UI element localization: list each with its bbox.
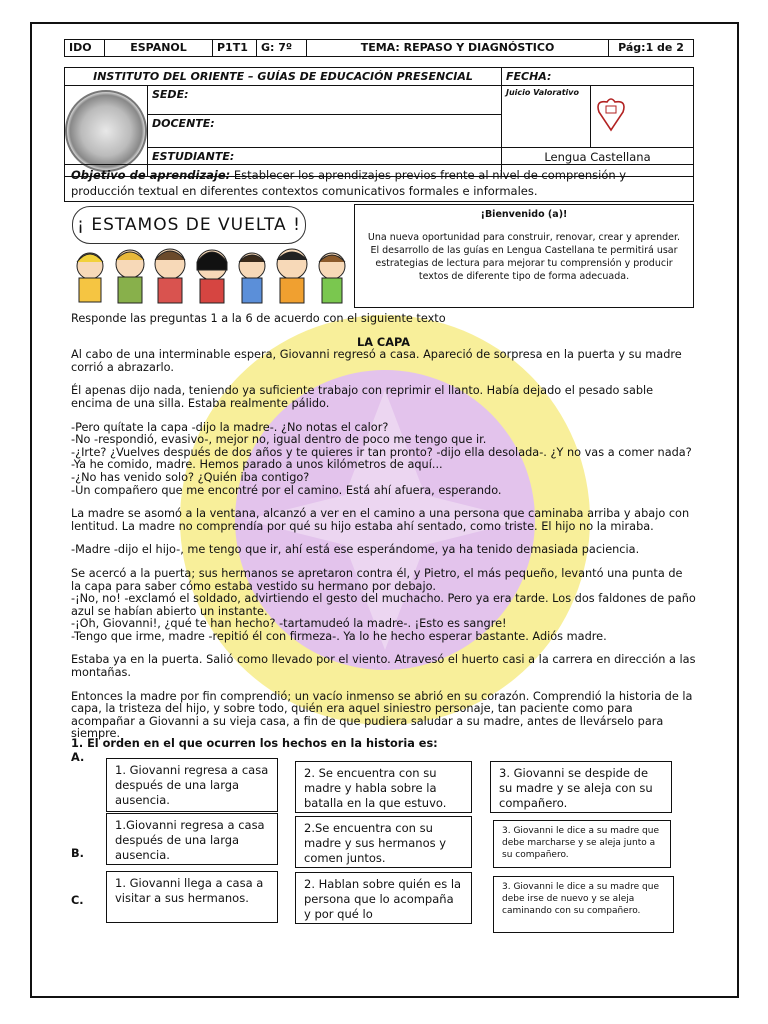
learning-objective	[64, 164, 694, 202]
judgment-label: Juicio Valorativo	[502, 86, 591, 148]
code-cell: IDO	[65, 40, 105, 56]
institute-logo-icon	[591, 94, 631, 134]
logo-cell	[591, 86, 694, 148]
story-title: LA CAPA	[357, 335, 410, 349]
top-info-bar	[64, 39, 694, 57]
option-c-label[interactable]: C.	[71, 894, 84, 907]
objective-text: Establecer los aprendizajes previos frente al nivel de comprensión y producción textual en diferentes contextos comunicativos formales e informales.	[71, 168, 627, 198]
option-b-step-2: 2.Se encuentra con su madre y sus hermanos y comen juntos.	[295, 816, 472, 868]
sede-label: SEDE:	[148, 86, 502, 115]
story-paragraph: Él apenas dijo nada, teniendo ya suficiente trabajo con reprimir el llanto. Había dejado el pesado sable encima de una silla. Estaba realmente pálido.	[71, 384, 654, 410]
reading-section	[71, 313, 696, 741]
area-name: Lengua Castellana	[502, 148, 694, 177]
question-1-prompt: 1. El orden en el que ocurren los hechos en la historia es:	[71, 737, 438, 750]
school-seal-icon	[65, 90, 147, 172]
welcome-text: Una nueva oportunidad para construir, renovar, crear y aprender. El desarrollo de las guías en Lengua Castellana te permitirá usar estrategias de lectura para mejorar tu comprensión y producir textos de diferente tipo de forma adecuada.	[367, 232, 681, 282]
reading-instruction: Responde las preguntas 1 a la 6 de acuerdo con el siguiente texto	[71, 312, 446, 325]
option-b-step-1: 1.Giovanni regresa a casa después de una larga ausencia.	[106, 813, 278, 865]
dialogue-line: -Un compañero que me encontré por el camino. Está ahí afuera, esperando.	[71, 483, 502, 497]
period-cell: P1T1	[213, 40, 257, 56]
story-paragraph: Se acercó a la puerta; sus hermanos se apretaron contra él, y Pietro, el más pequeño, levantó una punta de la capa para saber cómo estaba vestido su hermano por debajo.	[71, 566, 683, 593]
story-paragraph: Entonces la madre por fin comprendió; un vacío inmenso se abrió en su corazón. Comprendió la historia de la capa, la tristeza del hijo, y sobre todo, quién era aquel siniestro personaje, tan paciente como para acompañar a Giovanni a su vieja casa, a fin de que pudiera saludar a su madre, antes de llevárselo para siempre.	[71, 689, 693, 741]
option-c-step-2: 2. Hablan sobre quién es la persona que lo acompaña y por qué lo	[295, 872, 472, 924]
dialogue-line: -¡No, no! -exclamó el soldado, advirtiendo el gesto del muchacho. Pero ya era tarde. Los dos faldones de paño azul se habían abierto un instante.	[71, 592, 696, 618]
dialogue-line: -¿Irte? ¿Vuelves después de dos años y te quieres ir tan pronto? -dijo ella desolada-. ¿Y no vas a comer nada?	[71, 445, 692, 459]
dialogue-line: -Pero quítate la capa -dijo la madre-. ¿No notas el calor?	[71, 420, 389, 434]
dialogue-line: -No -respondió, evasivo-, mejor no, igual dentro de poco me tengo que ir.	[71, 433, 487, 447]
story-paragraph: Al cabo de una interminable espera, Giovanni regresó a casa. Apareció de sorpresa en la puerta y su madre corrió a abrazarlo.	[71, 348, 682, 374]
objective-label: Objetivo de aprendizaje:	[71, 168, 231, 182]
grade-cell: G: 7º	[257, 40, 307, 56]
welcome-box	[354, 204, 694, 308]
dialogue-line: -Tengo que irme, madre -repitió él con firmeza-. Ya lo he hecho esperar bastante. Adiós madre.	[71, 629, 607, 643]
dialogue-line: -¡Oh, Giovanni!, ¿qué te han hecho? -tartamudeó la madre-. ¡Esto es sangre!	[71, 617, 507, 631]
subject-cell: ESPANOL	[105, 40, 213, 56]
header-table	[64, 67, 694, 177]
option-c-step-3: 3. Giovanni le dice a su madre que debe irse de nuevo y se aleja caminando con su compañero.	[493, 876, 674, 933]
welcome-banner	[70, 204, 350, 304]
story-paragraph: La madre se asomó a la ventana, alcanzó a ver en el camino a una persona que caminaba arriba y abajo con lentitud. La madre no comprendía por qué su hijo estaba ahí sentado, como triste. El hijo no la miraba.	[71, 507, 690, 533]
institute-name: INSTITUTO DEL ORIENTE – GUÍAS DE EDUCACIÓN PRESENCIAL	[65, 68, 502, 86]
topic-cell: TEMA: REPASO Y DIAGNÓSTICO	[307, 40, 609, 56]
school-seal-cell	[65, 86, 148, 177]
option-b-label[interactable]: B.	[71, 847, 84, 860]
docente-label: DOCENTE:	[148, 114, 502, 147]
welcome-title: ¡Bienvenido (a)!	[480, 209, 568, 220]
option-c-step-1: 1. Giovanni llega a casa a visitar a sus hermanos.	[106, 871, 278, 923]
date-label: FECHA:	[502, 68, 694, 86]
page-cell: Pág:1 de 2	[618, 41, 684, 54]
speech-bubble: ¡ ESTAMOS DE VUELTA !	[72, 206, 306, 244]
story-paragraph: -Madre -dijo el hijo-, me tengo que ir, ahí está ese esperándome, ya ha tenido demasiada paciencia.	[71, 543, 640, 557]
option-a-step-1: 1. Giovanni regresa a casa después de una larga ausencia.	[106, 758, 278, 812]
dialogue-line: -¿No has venido solo? ¿Quién iba contigo?	[71, 470, 310, 484]
story-paragraph: Estaba ya en la puerta. Salió como llevado por el viento. Atravesó el huerto casi a la carrera en dirección a las montañas.	[71, 653, 696, 680]
estudiante-label: ESTUDIANTE:	[148, 148, 502, 177]
option-a-step-2: 2. Se encuentra con su madre y habla sobre la batalla en la que estuvo.	[295, 761, 472, 813]
option-a-label[interactable]: A.	[71, 751, 85, 764]
dialogue-line: -Ya he comido, madre. Hemos parado a unos kilómetros de aquí...	[71, 458, 443, 472]
option-b-step-3: 3. Giovanni le dice a su madre que debe marcharse y se aleja junto a su compañero.	[493, 820, 671, 868]
option-a-step-3: 3. Giovanni se despide de su madre y se aleja con su compañero.	[490, 761, 672, 813]
